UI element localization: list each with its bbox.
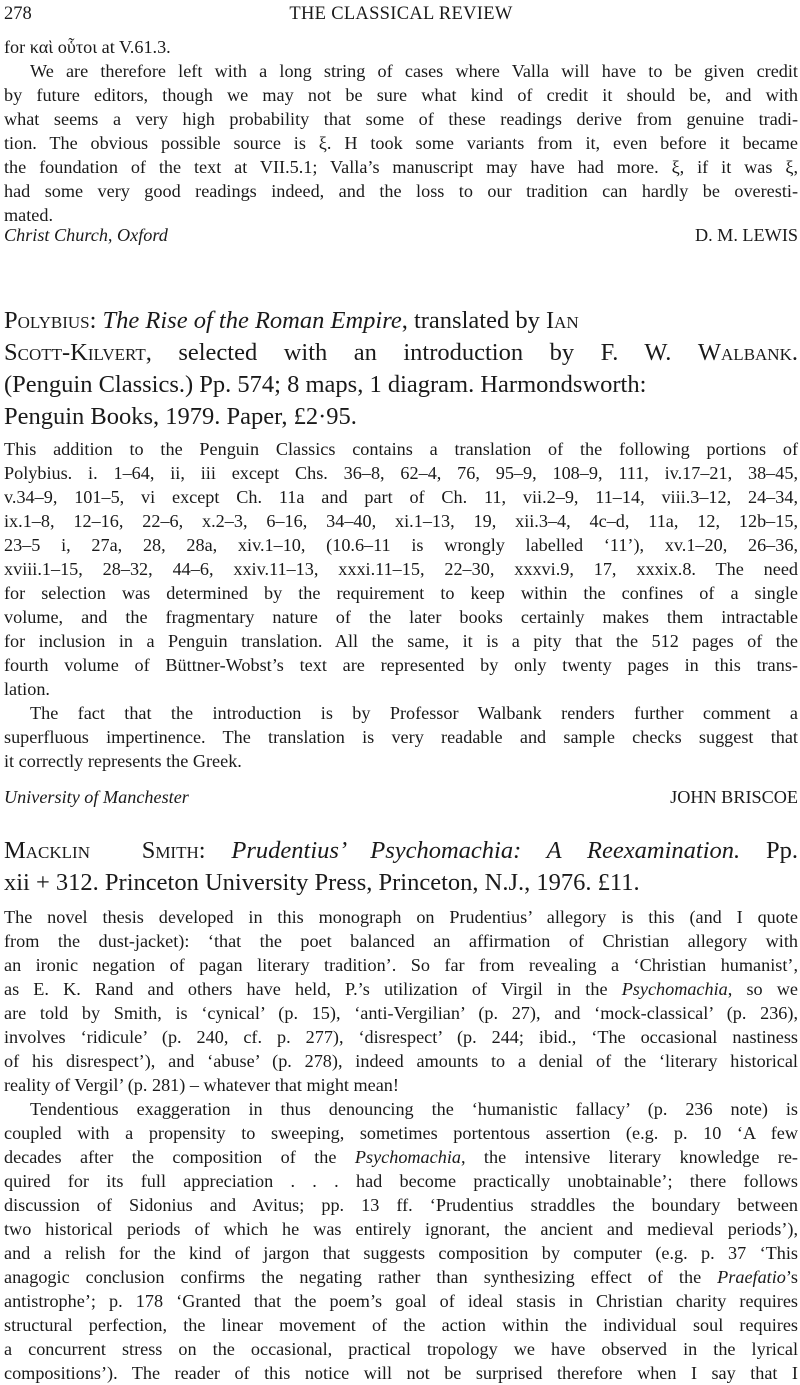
paragraph-line: 23–5 i, 27a, 28, 28a, xiv.1–10, (10.6–11 is wrongly labelled ‘11’), xv.1–20, 26–36, — [4, 535, 798, 555]
paragraph-line: coupled with a propensity to sweeping, sometimes portentous assertion (e.g. p. 10 ‘A few — [4, 1123, 798, 1143]
paragraph-line: volume, and the fragmentary nature of the later books certainly makes them intractable — [4, 607, 798, 627]
paragraph-line: are told by Smith, is ‘cynical’ (p. 15), ‘anti-Vergilian’ (p. 27), and ‘mock-classical’ (p. 236), — [4, 1003, 798, 1023]
paragraph-line: structural perfection, the linear movement of the action within the individual soul requires — [4, 1315, 798, 1335]
translator-name: Ian — [545, 307, 579, 334]
paragraph-line: for inclusion in a Penguin translation. All the same, it is a pity that the 512 pages of the — [4, 631, 798, 651]
paragraph-line: the foundation of the text at VII.5.1; Valla’s manuscript may have had more. ξ, if it was ξ, — [4, 157, 798, 177]
reviewer-affiliation: Christ Church, Oxford — [4, 225, 168, 245]
paragraph-line: decades after the composition of the Psychomachia, the intensive literary knowledge re- — [4, 1147, 798, 1167]
paragraph-line: anagogic conclusion confirms the negating rather than synthesizing effect of the Praefatio’s — [4, 1267, 798, 1287]
translator-name: Scott-Kilvert — [4, 339, 146, 366]
paragraph-line: Tendentious exaggeration in thus denouncing the ‘humanistic fallacy’ (p. 236 note) is — [30, 1099, 798, 1119]
paragraph-line: ix.1–8, 12–16, 22–6, x.2–3, 6–16, 34–40, xi.1–13, 19, xii.3–4, 4c–d, 11a, 12, 12b–15, — [4, 511, 798, 531]
paragraph-line: The novel thesis developed in this monograph on Prudentius’ allegory is this (and I quote — [4, 907, 798, 927]
review-heading: Polybius: The Rise of the Roman Empire, translated by Ian — [4, 307, 579, 334]
book-author: Polybius — [4, 307, 90, 334]
paragraph-line: of his disrespect’), and ‘abuse’ (p. 278), indeed amounts to a denial of the ‘literary historical — [4, 1051, 798, 1071]
paragraph-line: antistrophe’; p. 178 ‘Granted that the poem’s goal of ideal stasis in Christian charity requires — [4, 1291, 798, 1311]
editor-name: Walbank — [697, 339, 792, 366]
book-author: Macklin Smith — [4, 837, 199, 864]
review-signature — [4, 223, 798, 247]
paragraph-line: involves ‘ridicule’ (p. 240, cf. p. 277), ‘disrespect’ (p. 244; ibid., ‘The occasional nastiness — [4, 1027, 798, 1047]
paragraph-line: by future editors, though we may not be sure what kind of credit it should be, and with — [4, 85, 798, 105]
paragraph-line: We are therefore left with a long string of cases where Valla will have to be given credit — [30, 61, 798, 81]
paragraph-line: v.34–9, 101–5, vi except Ch. 11a and part of Ch. 11, vii.2–9, 11–14, viii.3–12, 24–34, — [4, 487, 798, 507]
paragraph-line: had some very good readings indeed, and the loss to our tradition can hardly be overesti- — [4, 181, 798, 201]
paragraph-line: a concurrent stress on the occasional, practical tropology we have observed in the lyrical — [4, 1339, 798, 1359]
paragraph-line: quired for its full appreciation . . . had become practically unobtainable’; there follows — [4, 1171, 798, 1191]
reviewer-affiliation: University of Manchester — [4, 787, 189, 807]
paragraph-line: what seems a very high probability that some of these readings derive from genuine tradi- — [4, 109, 798, 129]
review-heading: Scott-Kilvert, selected with an introduction by F. W. Walbank. — [4, 339, 798, 366]
book-title: Prudentius’ Psychomachia: A Reexamination. — [231, 837, 741, 864]
reviewer-name: JOHN BRISCOE — [670, 787, 798, 807]
paragraph-line: discussion of Sidonius and Avitus; pp. 13 ff. ‘Prudentius straddles the boundary between — [4, 1195, 798, 1215]
paragraph-line: tion. The obvious possible source is ξ. H took some variants from it, even before it became — [4, 133, 798, 153]
paragraph-line: superfluous impertinence. The translation is very readable and sample checks suggest that — [4, 727, 798, 747]
paragraph-line: fourth volume of Büttner-Wobst’s text are represented by only twenty pages in this trans- — [4, 655, 798, 675]
paragraph-line: Polybius. i. 1–64, ii, iii except Chs. 36–8, 62–4, 76, 95–9, 108–9, 111, iv.17–21, 38–45, — [4, 463, 798, 483]
paragraph-line: compositions’). The reader of this notice will not be surprised therefore when I say that I — [4, 1363, 798, 1383]
reviewer-name: D. M. LEWIS — [694, 225, 798, 245]
running-head — [4, 2, 798, 26]
publication-details: Penguin Books, 1979. Paper, £2·95. — [4, 403, 357, 430]
paragraph-line: for selection was determined by the requirement to keep within the confines of a single — [4, 583, 798, 603]
paragraph-line: it correctly represents the Greek. — [4, 751, 242, 771]
paragraph-line: xviii.1–15, 28–32, 44–6, xxiv.11–13, xxxi.11–15, 22–30, xxxvi.9, 17, xxxix.8. The need — [4, 559, 798, 579]
paragraph-line: and a relish for the kind of jargon that suggests composition by computer (e.g. p. 37 ‘This — [4, 1243, 798, 1263]
paragraph-line: reality of Vergil’ (p. 281) – whatever that might mean! — [4, 1075, 399, 1095]
publication-details: xii + 312. Princeton University Press, Princeton, N.J., 1976. £11. — [4, 869, 640, 896]
paragraph-line: as E. K. Rand and others have held, P.’s utilization of Virgil in the Psychomachia, so we — [4, 979, 798, 999]
paragraph-line: The fact that the introduction is by Professor Walbank renders further comment a — [30, 703, 798, 723]
paragraph-line: This addition to the Penguin Classics contains a translation of the following portions of — [4, 439, 798, 459]
review-signature — [4, 785, 798, 809]
paragraph-line: from the dust-jacket): ‘that the poet balanced an affirmation of Christian allegory with — [4, 931, 798, 951]
review-heading: Macklin Smith: Prudentius’ Psychomachia: A Reexamination. Pp. — [4, 837, 798, 864]
paragraph-line: an ironic negation of pagan literary tradition’. So far from revealing a ‘Christian humanist’, — [4, 955, 798, 975]
journal-title: THE CLASSICAL REVIEW — [289, 4, 513, 24]
paragraph-line: lation. — [4, 679, 50, 699]
paragraph-line: mated. — [4, 205, 53, 225]
page-number: 278 — [4, 4, 32, 24]
paragraph-line: two historical periods of which he was entirely ignorant, the ancient and medieval periods’), — [4, 1219, 798, 1239]
paragraph-line: for καὶ οὗτοι at V.61.3. — [4, 37, 171, 57]
book-title: The Rise of the Roman Empire — [102, 307, 402, 334]
publication-details: (Penguin Classics.) Pp. 574; 8 maps, 1 diagram. Harmondsworth: — [4, 371, 647, 398]
